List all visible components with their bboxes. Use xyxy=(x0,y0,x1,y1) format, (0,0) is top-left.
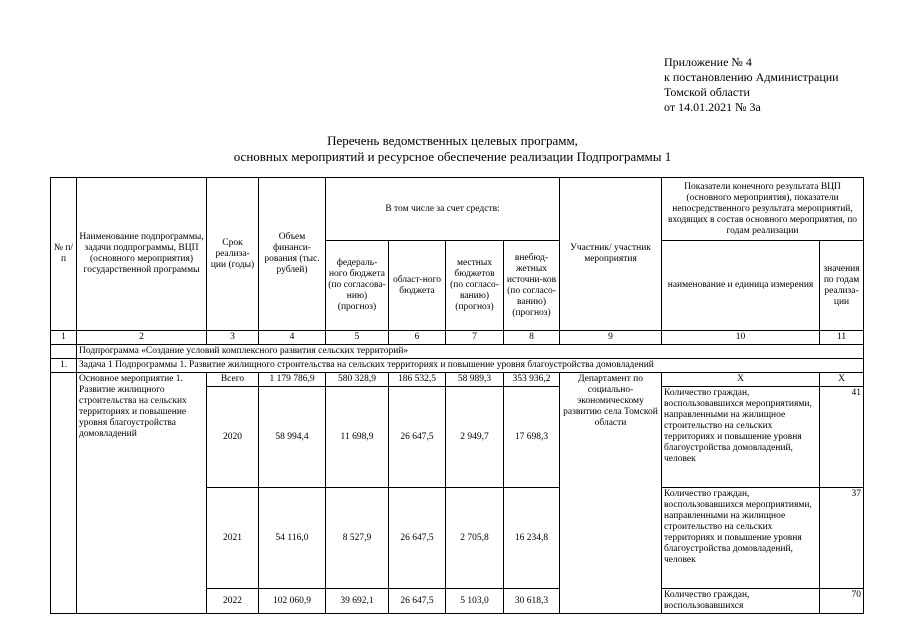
row-indicator-name: Количество граждан, воспользовавшихся xyxy=(662,589,820,614)
row-regional: 186 532,5 xyxy=(389,373,446,387)
appendix-line: к постановлению Администрации xyxy=(664,70,839,84)
column-number: 8 xyxy=(504,331,560,345)
row-indicator-value: 70 xyxy=(820,589,864,614)
column-number: 4 xyxy=(259,331,326,345)
row-term: 2021 xyxy=(207,488,259,589)
column-number: 9 xyxy=(560,331,662,345)
column-number: 11 xyxy=(820,331,864,345)
row-term: Всего xyxy=(207,373,259,387)
column-number: 10 xyxy=(662,331,820,345)
header-indicators: Показатели конечного результата ВЦП (основного мероприятия), показатели непосредственного результата мероприятий, входящих в состав основного мероприятия, по годам реализации xyxy=(662,178,864,241)
task-title: Задача 1 Подпрограммы 1. Развитие жилищного строительства на сельских территориях и повышение уровня благоустройства домовладений xyxy=(77,359,864,373)
task-row xyxy=(51,359,864,373)
row-federal: 8 527,9 xyxy=(326,488,389,589)
subprogram-row xyxy=(51,345,864,359)
row-federal: 580 328,9 xyxy=(326,373,389,387)
column-number: 3 xyxy=(207,331,259,345)
header-extra: внебюд-жетных источни-ков (по согласо-ванию) (прогноз) xyxy=(504,241,560,331)
measure-name: Основное мероприятие 1. Развитие жилищного строительства на сельских территориях и повышение уровня благоустройства домовладений xyxy=(77,373,207,614)
column-number: 6 xyxy=(389,331,446,345)
row-extra: 16 234,8 xyxy=(504,488,560,589)
column-numbers-row xyxy=(51,331,864,345)
row-federal: 11 698,9 xyxy=(326,387,389,488)
row-regional: 26 647,5 xyxy=(389,488,446,589)
row-local: 5 103,0 xyxy=(446,589,504,614)
row-term: 2022 xyxy=(207,589,259,614)
row-term: 2020 xyxy=(207,387,259,488)
measure-participant: Департамент по социально-экономическому развитию села Томской области xyxy=(560,373,662,614)
header-local: местных бюджетов (по согласо-ванию) (прогноз) xyxy=(446,241,504,331)
header-volume: Объем финанси-рования (тыс. рублей) xyxy=(259,178,326,331)
header-num: № п/п xyxy=(51,178,77,331)
subprogram-title: Подпрограмма «Создание условий комплексного развития сельских территорий» xyxy=(77,345,864,359)
table-row xyxy=(51,373,864,387)
row-local: 2 949,7 xyxy=(446,387,504,488)
appendix-block xyxy=(664,55,899,115)
header-indicator-value: значения по годам реализа-ции xyxy=(820,241,864,331)
program-table xyxy=(50,177,864,614)
row-extra: 17 698,3 xyxy=(504,387,560,488)
row-regional: 26 647,5 xyxy=(389,387,446,488)
header-sources: В том числе за счет средств: xyxy=(326,178,560,241)
header-participant: Участник/ участник мероприятия xyxy=(560,178,662,331)
column-number: 5 xyxy=(326,331,389,345)
appendix-line: Томской области xyxy=(664,85,750,99)
row-indicator-value: 41 xyxy=(820,387,864,488)
header-regional: област-ного бюджета xyxy=(389,241,446,331)
row-volume: 102 060,9 xyxy=(259,589,326,614)
task-number: 1. xyxy=(51,359,77,373)
row-extra: 353 936,2 xyxy=(504,373,560,387)
document-title xyxy=(0,133,905,165)
row-local: 58 989,3 xyxy=(446,373,504,387)
title-line: основных мероприятий и ресурсное обеспечение реализации Подпрограммы 1 xyxy=(233,149,672,164)
row-indicator-name: Х xyxy=(662,373,820,387)
title-line: Перечень ведомственных целевых программ, xyxy=(327,133,578,148)
row-indicator-value: Х xyxy=(820,373,864,387)
row-volume: 1 179 786,9 xyxy=(259,373,326,387)
appendix-line: Приложение № 4 xyxy=(664,55,752,69)
row-indicator-value: 37 xyxy=(820,488,864,589)
header-federal: федераль-ного бюджета (по согласова-нию) (прогноз) xyxy=(326,241,389,331)
header-name: Наименование подпрограммы, задачи подпрограммы, ВЦП (основного мероприятия) государственной программы xyxy=(77,178,207,331)
column-number: 2 xyxy=(77,331,207,345)
row-federal: 39 692,1 xyxy=(326,589,389,614)
row-indicator-name: Количество граждан, воспользовавшихся мероприятиями, направленными на жилищное строительство на сельских территориях и повышение уровня благоустройства домовладений, человек xyxy=(662,488,820,589)
header-indicator-name: наименование и единица измерения xyxy=(662,241,820,331)
column-number: 1 xyxy=(51,331,77,345)
row-extra: 30 618,3 xyxy=(504,589,560,614)
appendix-line: от 14.01.2021 № 3а xyxy=(664,100,761,114)
row-regional: 26 647,5 xyxy=(389,589,446,614)
row-volume: 58 994,4 xyxy=(259,387,326,488)
row-local: 2 705,8 xyxy=(446,488,504,589)
column-number: 7 xyxy=(446,331,504,345)
row-volume: 54 116,0 xyxy=(259,488,326,589)
header-term: Срок реализа-ции (годы) xyxy=(207,178,259,331)
row-indicator-name: Количество граждан, воспользовавшихся мероприятиями, направленными на жилищное строительство на сельских территориях и повышение уровня благоустройства домовладений, человек xyxy=(662,387,820,488)
